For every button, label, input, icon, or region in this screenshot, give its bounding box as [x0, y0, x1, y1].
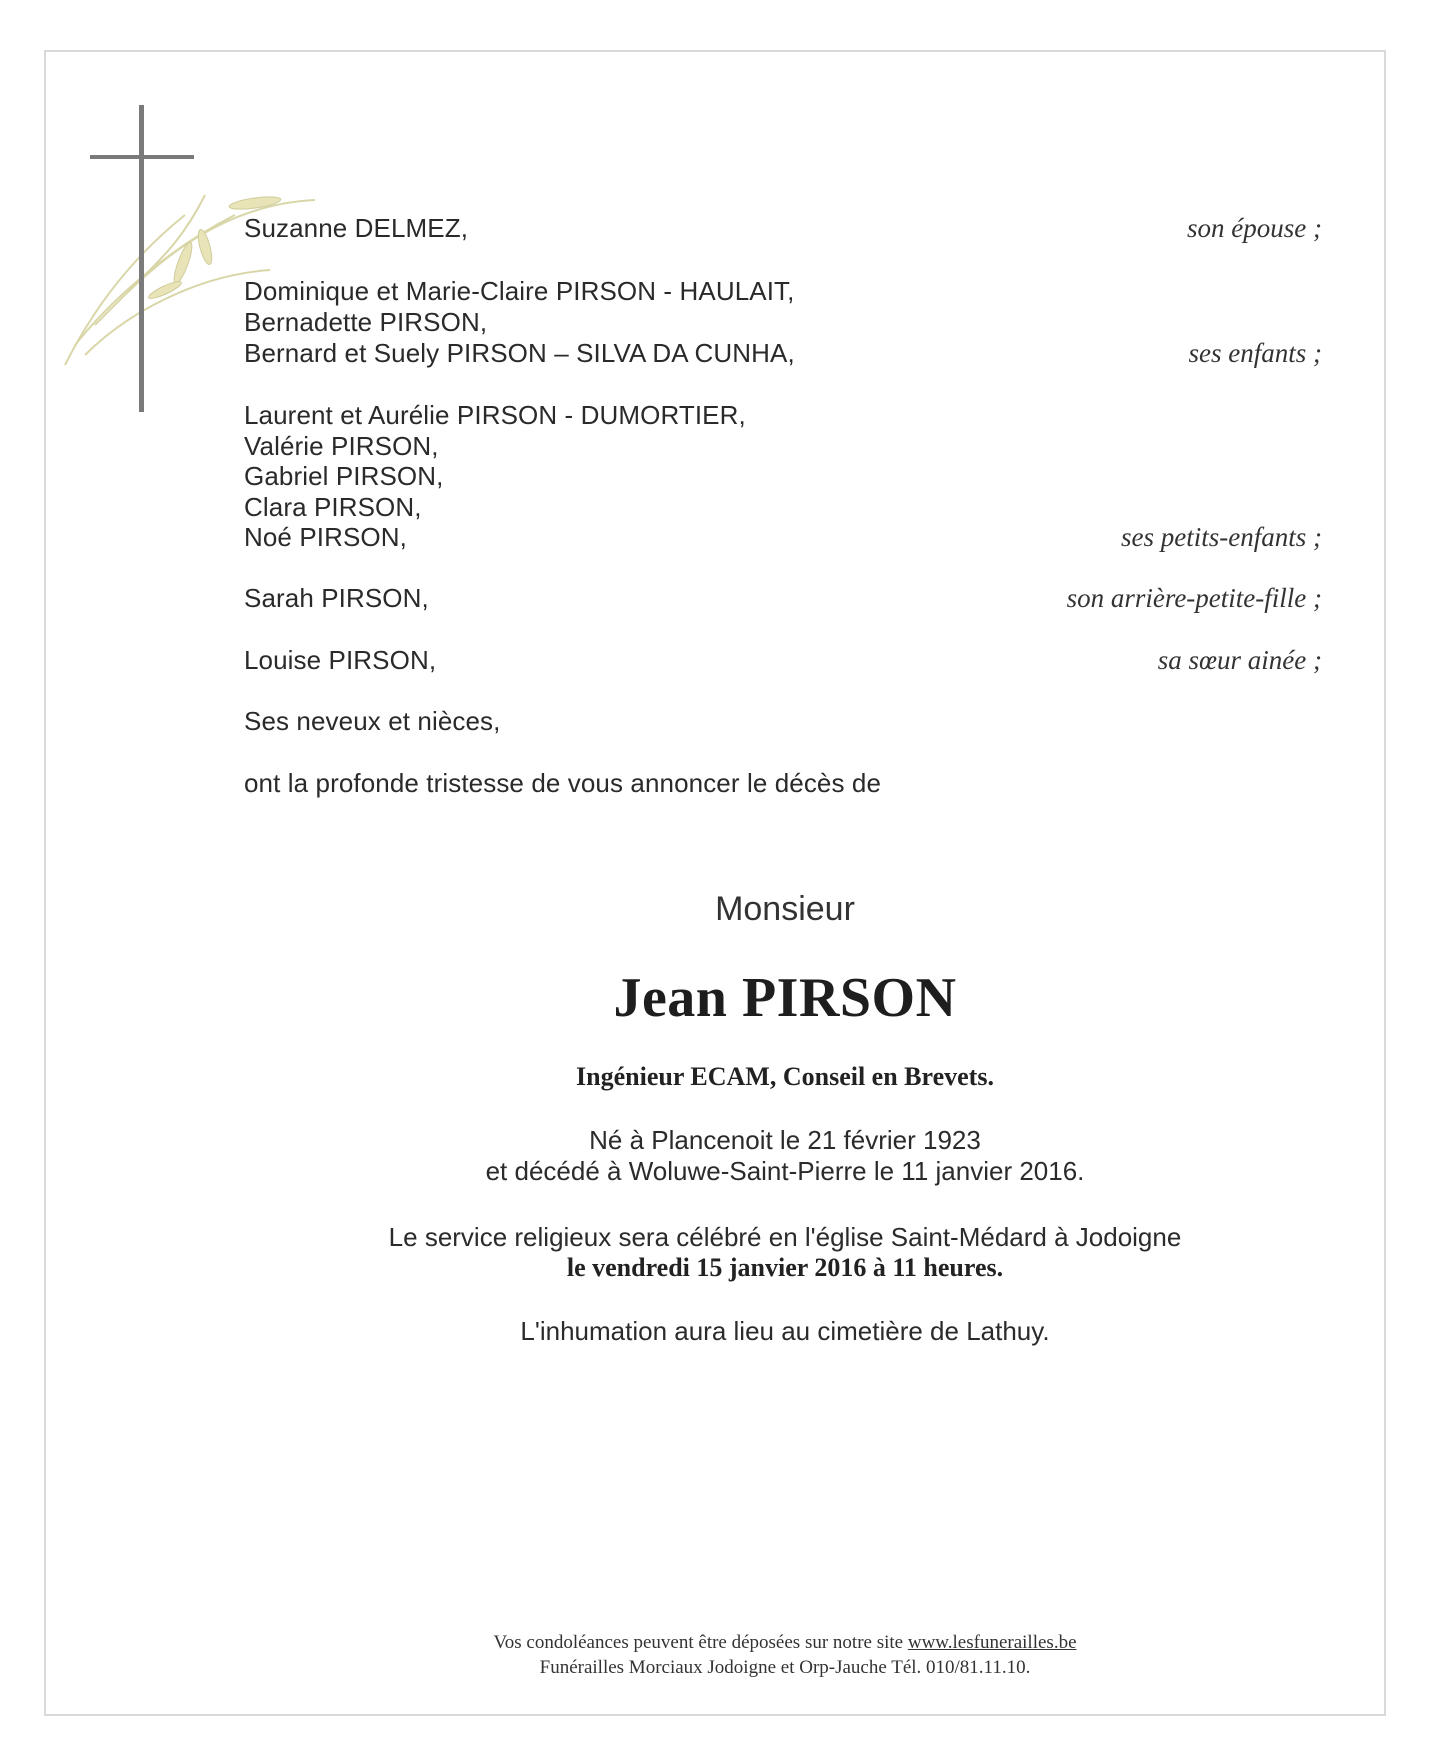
service-info: Le service religieux sera célébré en l'église Saint-Médard à Jodoigne [388, 1222, 1182, 1252]
grandchild-name: Laurent et Aurélie PIRSON - DUMORTIER, [244, 400, 746, 430]
honorific: Monsieur [715, 890, 855, 928]
deceased-name: Jean PIRSON [613, 967, 957, 1029]
child-name: Bernadette PIRSON, [244, 307, 488, 337]
birth-info: Né à Plancenoit le 21 février 1923 [589, 1125, 981, 1155]
child-name: Dominique et Marie-Claire PIRSON - HAULAIT, [244, 276, 795, 306]
nephews-nieces: Ses neveux et nièces, [244, 706, 501, 736]
children-relation: ses enfants ; [1188, 338, 1322, 368]
announcement-text: ont la profonde tristesse de vous annoncer le décès de [244, 768, 882, 798]
elder-sister-relation: sa sœur ainée ; [1157, 645, 1322, 675]
death-info: et décédé à Woluwe-Saint-Pierre le 11 janvier 2016. [485, 1156, 1085, 1186]
condolences-line [0, 1632, 1434, 1654]
great-granddaughter-relation: son arrière-petite-fille ; [1066, 583, 1322, 613]
website-link[interactable]: www.lesfunerailles.be [907, 1632, 1077, 1653]
grandchildren-relation: ses petits-enfants ; [1121, 522, 1322, 552]
grandchild-name: Gabriel PIRSON, [244, 461, 444, 491]
spouse-name: Suzanne DELMEZ, [244, 213, 469, 243]
great-granddaughter-name: Sarah PIRSON, [244, 583, 429, 613]
spouse-relation: son épouse ; [1187, 213, 1322, 243]
service-date: le vendredi 15 janvier 2016 à 11 heures. [566, 1253, 1004, 1282]
burial-info: L'inhumation aura lieu au cimetière de Lathuy. [520, 1316, 1050, 1346]
grandchild-name: Clara PIRSON, [244, 492, 422, 522]
deceased-title: Ingénieur ECAM, Conseil en Brevets. [576, 1062, 994, 1091]
child-name: Bernard et Suely PIRSON – SILVA DA CUNHA, [244, 338, 795, 368]
grandchild-name: Valérie PIRSON, [244, 431, 439, 461]
elder-sister-name: Louise PIRSON, [244, 645, 437, 675]
grandchild-name: Noé PIRSON, [244, 522, 407, 552]
funeral-home-info: Funérailles Morciaux Jodoigne et Orp-Jauche Tél. 010/81.11.10. [539, 1657, 1031, 1678]
condolences-text: Vos condoléances peuvent être déposées sur notre site [493, 1632, 908, 1653]
